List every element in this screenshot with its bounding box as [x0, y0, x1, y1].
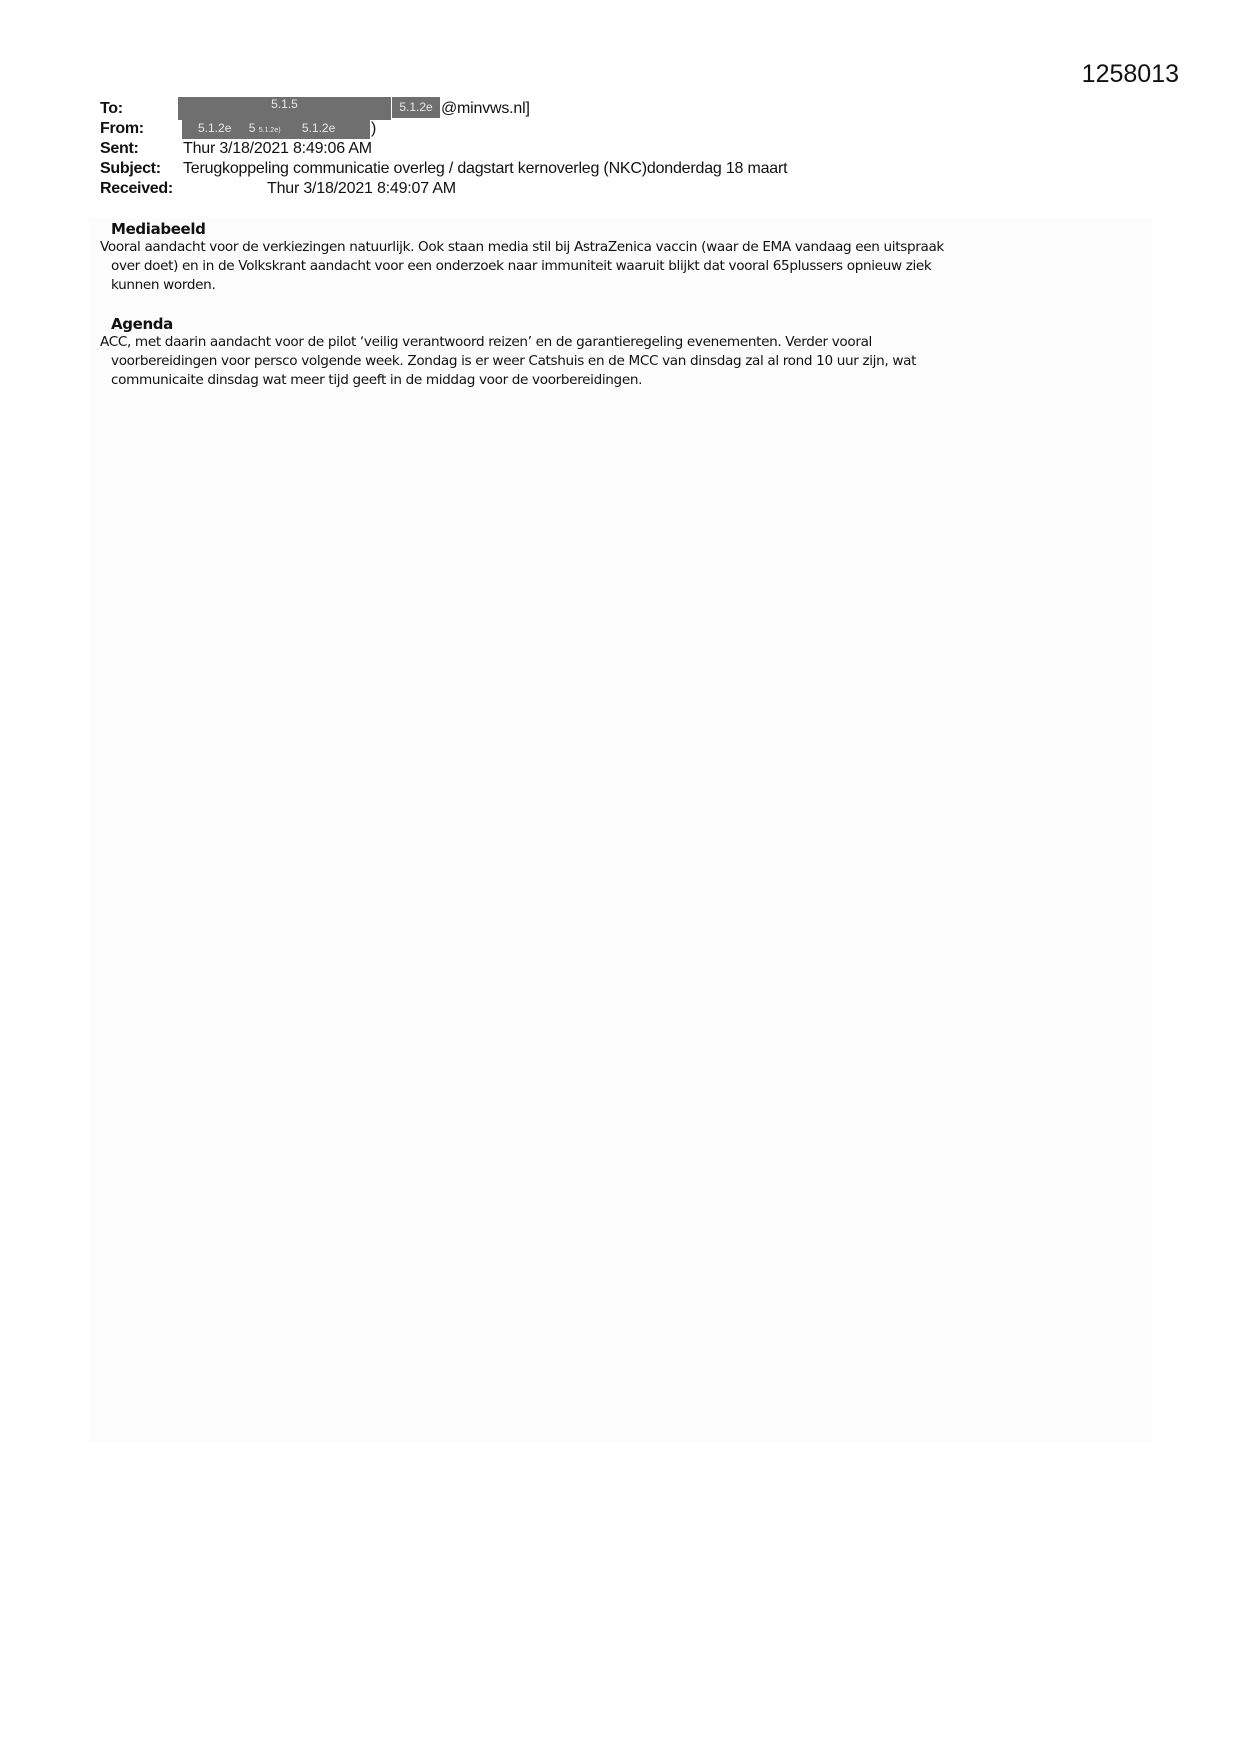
redaction-code: 5 [248, 121, 256, 135]
document-number: 1258013 [1081, 60, 1179, 88]
redaction-box: 5.1.2e [392, 97, 440, 118]
to-address-suffix: @minvws.nl] [441, 100, 530, 117]
sent-label: Sent: [100, 140, 139, 157]
sent-value: Thur 3/18/2021 8:49:06 AM [183, 140, 372, 157]
body-line: communicaite dinsdag wat meer tijd geeft in de middag voor de voorbereidingen. [111, 372, 643, 388]
body-line: voorbereidingen voor persco volgende week. Zondag is er weer Catshuis en de MCC van dinsdag zal al rond 10 uur zijn, wat [111, 353, 917, 369]
section-heading-agenda: Agenda [111, 315, 173, 333]
redaction-box: 5.1.5 [178, 97, 391, 120]
body-line: kunnen worden. [111, 277, 216, 293]
received-value: Thur 3/18/2021 8:49:07 AM [267, 180, 456, 197]
received-label: Received: [100, 180, 173, 197]
redaction-code: 5.1.2e) [258, 127, 281, 134]
from-suffix: ) [371, 120, 377, 137]
section-heading-mediabeeld: Mediabeeld [111, 220, 206, 238]
redaction-code: 5.1.2e [198, 121, 232, 135]
redaction-box [182, 118, 370, 139]
body-line: ACC, met daarin aandacht voor de pilot ‘veilig verantwoord reizen’ en de garantieregeling evenementen. Verder vooral [100, 334, 872, 350]
redaction-code: 5.1.2e [301, 121, 336, 135]
subject-value: Terugkoppeling communicatie overleg / dagstart kernoverleg (NKC)donderdag 18 maart [183, 160, 788, 177]
to-label: To: [100, 100, 123, 117]
body-line: Vooral aandacht voor de verkiezingen natuurlijk. Ook staan media stil bij AstraZenica vaccin (waar de EMA vandaag een uitspraak [100, 239, 944, 255]
from-label: From: [100, 120, 144, 137]
subject-label: Subject: [100, 160, 161, 177]
body-line: over doet) en in de Volkskrant aandacht voor een onderzoek naar immuniteit waaruit blijkt dat vooral 65plussers opnieuw ziek [111, 258, 932, 274]
page-background-panel [89, 218, 1152, 1443]
